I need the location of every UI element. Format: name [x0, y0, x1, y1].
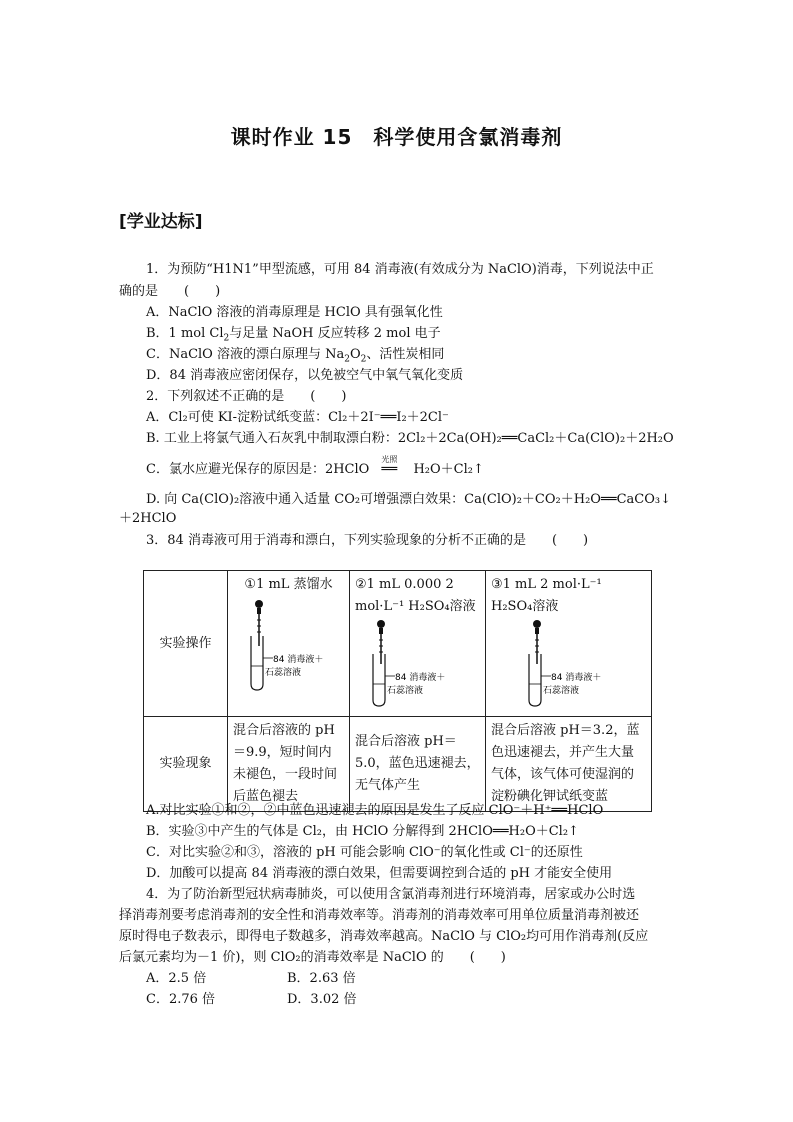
test-tube-diagram-2 [355, 618, 475, 710]
tube-label-line2: 石蕊溶液 [387, 686, 424, 696]
q4-option-b: B．2.63 倍 [287, 971, 356, 986]
cell-operation-1 [228, 571, 350, 717]
q3-option-b: B．实验③中产生的气体是 Cl₂，由 HClO 分解得到 2HClO══H₂O＋Cl₂↑ [146, 824, 579, 839]
q3-stem: 3．84 消毒液可用于消毒和漂白，下列实验现象的分析不正确的是 ( ) [146, 533, 589, 548]
q1-stem-line1: 1．为预防“H1N1”甲型流感，可用 84 消毒液(有效成分为 NaClO)消毒，下列说法中正 [146, 262, 654, 277]
section-heading: [学业达标] [119, 212, 203, 232]
q1-stem-line2: 确的是 ( ) [119, 284, 221, 299]
tube-label-line2: 石蕊溶液 [543, 686, 580, 696]
tube-label-line1: 84 消毒液＋ [273, 655, 324, 665]
test-tube-diagram-3 [491, 618, 641, 710]
tube-label-line1: 84 消毒液＋ [551, 673, 602, 683]
cell-result-1: 混合后溶液的 pH＝9.9，短时间内未褪色，一段时间后蓝色褪去 [228, 717, 350, 812]
q2-option-d-line2: ＋2HClO [119, 511, 177, 526]
row-header-phenomenon: 实验现象 [144, 717, 228, 812]
test-tube-diagram-1 [233, 596, 343, 696]
q3-option-d: D．加酸可以提高 84 消毒液的漂白效果，但需要调控到合适的 pH 才能安全使用 [146, 866, 613, 881]
cell-operation-3 [486, 571, 652, 717]
q1-option-b: B．1 mol $Cl_2$与足量 NaOH 反应转移 2 mol 电子 [146, 326, 441, 344]
q1-option-c: C．NaClO 溶液的漂白原理与 $Na_2O_2$、活性炭相同 [146, 347, 445, 365]
q2-stem: 2．下列叙述不正确的是 ( ) [146, 389, 347, 404]
page-title: 课时作业 15 科学使用含氯消毒剂 [230, 125, 563, 149]
q3-option-a: A.对比实验①和②，②中蓝色迅速褪去的原因是发生了反应 ClO⁻＋H⁺══HClO [146, 803, 604, 818]
q2-option-d-line1: D. 向 Ca(ClO)₂溶液中通入适量 CO₂可增强漂白效果：Ca(ClO)₂＋CO₂＋H₂O══CaCO₃↓ [146, 492, 672, 507]
operation-1-text: ①1 mL 蒸馏水 [244, 577, 333, 592]
table-row-phenomenon [144, 717, 652, 812]
q1-option-d: D．84 消毒液应密闭保存，以免被空气中氧气氧化变质 [146, 368, 464, 383]
q3-option-c: C．对比实验②和③，溶液的 pH 可能会影响 ClO⁻的氧化性或 Cl⁻的还原性 [146, 845, 583, 860]
tube-label-line1: 84 消毒液＋ [395, 673, 446, 683]
q2-option-a: A．Cl₂可使 KI-淀粉试纸变蓝：Cl₂＋2I⁻══I₂＋2Cl⁻ [146, 410, 449, 425]
table-row-operation [144, 571, 652, 717]
operation-3-text: ③1 mL 2 mol·L⁻¹ H₂SO₄溶液 [491, 577, 602, 614]
q4-stem-line3: 原时得电子数表示，即得电子数越多，消毒效率越高。NaClO 与 ClO₂均可用作消毒剂(反应 [119, 929, 649, 944]
q2-option-b: B. 工业上将氯气通入石灰乳中制取漂白粉：2Cl₂＋2Ca(OH)₂══CaCl₂＋Ca(ClO)₂＋2H₂O [146, 431, 674, 446]
row-header-operation: 实验操作 [144, 571, 228, 717]
q1-option-a: A．NaClO 溶液的消毒原理是 HClO 具有强氧化性 [146, 305, 443, 320]
q2-option-c: C．氯水应避光保存的原因是：2HClO 光照 ══ H₂O＋Cl₂↑ [146, 455, 484, 477]
operation-2-text: ②1 mL 0.000 2 mol·L⁻¹ H₂SO₄溶液 [355, 577, 476, 614]
cell-operation-2 [350, 571, 486, 717]
q4-stem-line4: 后氯元素均为－1 价)，则 ClO₂的消毒效率是 NaClO 的 ( ) [119, 950, 506, 965]
q4-stem-line2: 择消毒剂要考虑消毒剂的安全性和消毒效率等。消毒剂的消毒效率可用单位质量消毒剂被还 [119, 908, 640, 923]
q4-option-d: D．3.02 倍 [287, 992, 357, 1007]
cell-result-3: 混合后溶液 pH＝3.2，蓝色迅速褪去，并产生大量气体，该气体可使湿润的淀粉碘化钾试纸变蓝 [486, 717, 652, 812]
q4-option-c: C．2.76 倍 [146, 992, 216, 1007]
reaction-condition-arrow: 光照 ══ [381, 455, 398, 477]
tube-label-line2: 石蕊溶液 [265, 668, 302, 678]
experiment-table [143, 570, 652, 812]
q4-stem-line1: 4．为了防治新型冠状病毒肺炎，可以使用含氯消毒剂进行环境消毒，居家或办公时选 [146, 887, 636, 902]
q4-option-a: A．2.5 倍 [146, 971, 207, 986]
cell-result-2: 混合后溶液 pH＝5.0，蓝色迅速褪去，无气体产生 [350, 717, 486, 812]
